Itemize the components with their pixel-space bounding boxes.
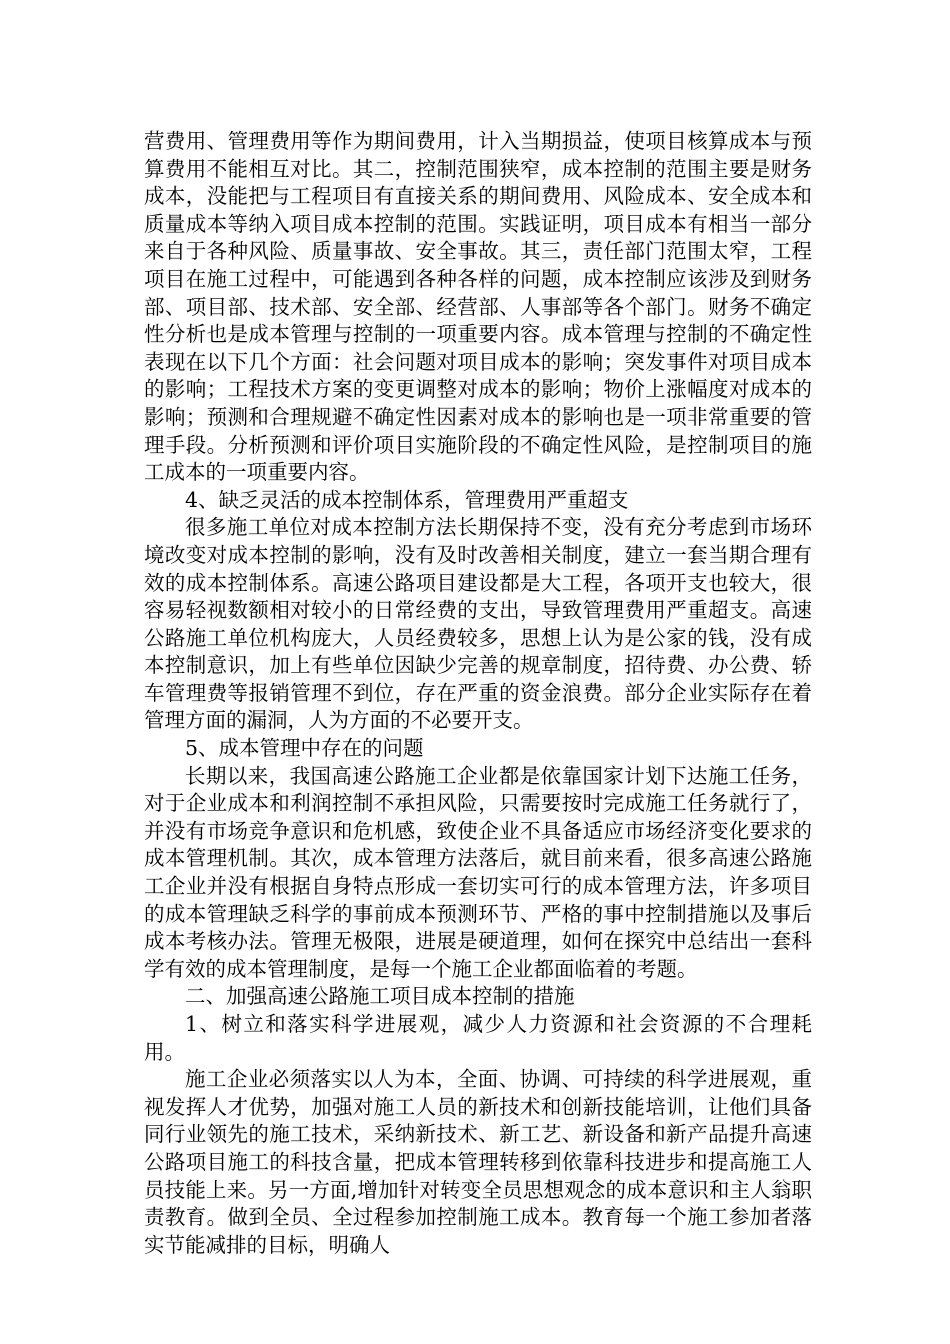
heading-1: 1、树立和落实科学进展观，减少人力资源和社会资源的不合理耗用。 — [144, 1012, 812, 1064]
heading-5: 5、成本管理中存在的问题 — [185, 736, 424, 761]
paragraph-4: 施工企业必须落实以人为本，全面、协调、可持续的科学进展观，重视发挥人才优势，加强对施工人员的新技术和创新技能培训，让他们具备同行业领先的施工技术，采纳新技术、新工艺、新设备和新产品提升高速公路项目施工的科技含量，把成本管理转移到依靠科技进步和提高施工人员技能上来。另一方面,增加针对转变全员思想观念的成本意识和主人翁职责教育。做到全员、全过程参加控制施工成本。教育每一个施工参加者落实节能减排的目标，明确人 — [144, 1067, 812, 1257]
paragraph-1: 营费用、管理费用等作为期间费用，计入当期损益，使项目核算成本与预算费用不能相互对比。其二，控制范围狭窄，成本控制的范围主要是财务成本，没能把与工程项目有直接关系的期间费用、风险成本、安全成本和质量成本等纳入项目成本控制的范围。实践证明，项目成本有相当一部分来自于各种风险、质量事故、安全事故。其三，责任部门范围太窄，工程项目在施工过程中，可能遇到各种各样的问题，成本控制应该涉及到财务部、项目部、技术部、安全部、经营部、人事部等各个部门。财务不确定性分析也是成本管理与控制的一项重要内容。成本管理与控制的不确定性表现在以下几个方面：社会问题对项目成本的影响；突发事件对项目成本的影响；工程技术方案的变更调整对成本的影响；物价上涨幅度对成本的影响；预测和合理规避不确定性因素对成本的影响也是一项非常重要的管理手段。分析预测和评价项目实施阶段的不确定性风险，是控制项目的施工成本的一项重要内容。 — [144, 129, 812, 485]
paragraph-2: 很多施工单位对成本控制方法长期保持不变，没有充分考虑到市场环境改变对成本控制的影响，没有及时改善相关制度，建立一套当期合理有效的成本控制体系。高速公路项目建设都是大工程，各项开支也较大，很容易轻视数额相对较小的日常经费的支出，导致管理费用严重超支。高速公路施工单位机构庞大，人员经费较多，思想上认为是公家的钱，没有成本控制意识，加上有些单位因缺少完善的规章制度，招待费、办公费、轿车管理费等报销管理不到位，存在严重的资金浪费。部分企业实际存在着管理方面的漏洞，人为方面的不必要开支。 — [144, 515, 812, 733]
paragraph-3: 长期以来，我国高速公路施工企业都是依靠国家计划下达施工任务，对于企业成本和利润控制不承担风险，只需要按时完成施工任务就行了，并没有市场竞争意识和危机感，致使企业不具备适应市场经济变化要求的成本管理机制。其次，成本管理方法落后，就目前来看，很多高速公路施工企业并没有根据自身特点形成一套切实可行的成本管理方法，许多项目的成本管理缺乏科学的事前成本预测环节、严格的事中控制措施以及事后成本考核办法。管理无极限，进展是硬道理，如何在探究中总结出一套科学有效的成本管理制度，是每一个施工企业都面临着的考题。 — [144, 763, 812, 981]
document-body — [144, 128, 812, 1259]
section-heading-2: 二、加强高速公路施工项目成本控制的措施 — [185, 984, 575, 1009]
heading-4: 4、缺乏灵活的成本控制体系，管理费用严重超支 — [185, 487, 629, 512]
